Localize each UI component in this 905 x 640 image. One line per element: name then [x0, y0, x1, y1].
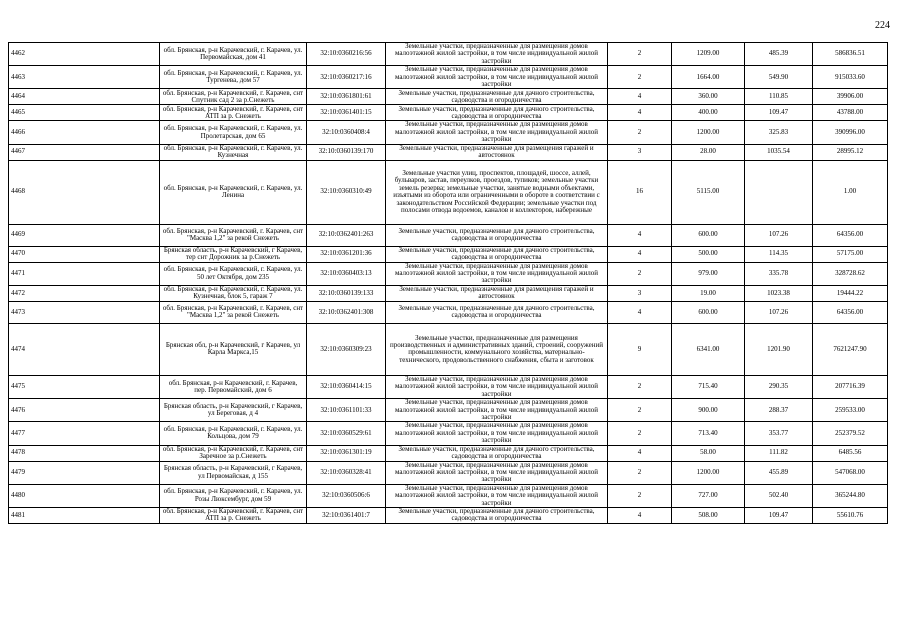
- address-cell: Брянская обл, р-н Карачевский, г Карачев, ул Карла Маркса,15: [160, 323, 307, 375]
- group-cell: 2: [608, 484, 672, 507]
- land-use-cell: Земельные участки, предназначенные для размещения домов малоэтажной жилой застройки, в том числе индивидуальной жилой застройки: [386, 461, 608, 484]
- table-row: [9, 246, 888, 262]
- group-cell: 2: [608, 121, 672, 144]
- cadastral-number-cell: 32:10:0361801:61: [307, 89, 386, 105]
- address-cell: обл. Брянская, р-н Карачевский, г. Карачев, ул. Кузнечная: [160, 144, 307, 160]
- land-use-cell: Земельные участки, предназначенные для размещения домов малоэтажной жилой застройки, в том числе индивидуальной жилой застройки: [386, 399, 608, 422]
- address-cell: обл. Брянская, р-н Карачевский, г. Карачев, ул. Пролетарская, дом 65: [160, 121, 307, 144]
- table-row: [9, 105, 888, 121]
- cadastral-value-cell: 57175.00: [813, 246, 888, 262]
- land-use-cell: Земельные участки, предназначенные для размещения гаражей и автостоянок: [386, 285, 608, 301]
- address-cell: обл. Брянская, р-н Карачевский, г. Карачев, снт АТП за р. Снежеть: [160, 507, 307, 523]
- rate-cell: 502.40: [745, 484, 813, 507]
- rate-cell: 335.78: [745, 262, 813, 285]
- rate-cell: 110.85: [745, 89, 813, 105]
- address-cell: обл. Брянская, р-н Карачевский, г. Карачев, ул. Первомайская, дом 41: [160, 43, 307, 66]
- record-number: 4469: [9, 224, 160, 246]
- cadastral-value-cell: 39906.00: [813, 89, 888, 105]
- cadastral-value-cell: 915033.60: [813, 66, 888, 89]
- record-number: 4465: [9, 105, 160, 121]
- address-cell: Брянская область, р-н Карачевский, г Карачев, ул Береговая, д 4: [160, 399, 307, 422]
- record-number: 4479: [9, 461, 160, 484]
- rate-cell: 114.35: [745, 246, 813, 262]
- land-use-cell: Земельные участки, предназначенные для дачного строительства, садоводства и огородничества: [386, 507, 608, 523]
- area-cell: 600.00: [672, 301, 745, 323]
- cadastral-value-cell: 7621247.90: [813, 323, 888, 375]
- land-use-cell: Земельные участки, предназначенные для размещения гаражей и автостоянок: [386, 144, 608, 160]
- land-use-cell: Земельные участки, предназначенные для дачного строительства, садоводства и огородничества: [386, 445, 608, 461]
- record-number: 4481: [9, 507, 160, 523]
- cadastral-value-cell: 64356.00: [813, 301, 888, 323]
- group-cell: 2: [608, 422, 672, 445]
- area-cell: 28.00: [672, 144, 745, 160]
- cadastral-value-cell: 328728.62: [813, 262, 888, 285]
- cadastral-number-cell: 32:10:0360506:6: [307, 484, 386, 507]
- record-number: 4477: [9, 422, 160, 445]
- area-cell: 900.00: [672, 399, 745, 422]
- address-cell: обл. Брянская, р-н Карачевский, г. Карачев, пер. Первомайский, дом 6: [160, 375, 307, 398]
- cadastral-value-cell: 28995.12: [813, 144, 888, 160]
- cadastral-number-cell: 32:10:0360328:41: [307, 461, 386, 484]
- address-cell: обл. Брянская, р-н Карачевский, г. Карачев, ул. Ленина: [160, 160, 307, 224]
- cadastral-value-cell: 259533.00: [813, 399, 888, 422]
- cadastral-number-cell: 32:10:0360216:56: [307, 43, 386, 66]
- land-use-cell: Земельные участки, предназначенные для размещения домов малоэтажной жилой застройки, в том числе индивидуальной жилой застройки: [386, 375, 608, 398]
- table-row: [9, 422, 888, 445]
- table-row: [9, 144, 888, 160]
- rate-cell: 111.82: [745, 445, 813, 461]
- land-use-cell: Земельные участки, предназначенные для размещения домов малоэтажной жилой застройки, в том числе индивидуальной жилой застройки: [386, 422, 608, 445]
- land-use-cell: Земельные участки, предназначенные для размещения домов малоэтажной жилой застройки, в том числе индивидуальной жилой застройки: [386, 66, 608, 89]
- cadastral-number-cell: 32:10:0360529:61: [307, 422, 386, 445]
- group-cell: 4: [608, 89, 672, 105]
- rate-cell: 107.26: [745, 224, 813, 246]
- cadastral-value-cell: 365244.80: [813, 484, 888, 507]
- cadastral-number-cell: 32:10:0361201:36: [307, 246, 386, 262]
- group-cell: 2: [608, 262, 672, 285]
- cadastral-number-cell: 32:10:0361101:33: [307, 399, 386, 422]
- address-cell: обл. Брянская, р-н Карачевский, г. Карачев, снт "Масква 1,2" за рекой Снежеть: [160, 224, 307, 246]
- group-cell: 2: [608, 66, 672, 89]
- table-row: [9, 43, 888, 66]
- land-use-cell: Земельные участки, предназначенные для дачного строительства, садоводства и огородничества: [386, 246, 608, 262]
- group-cell: 2: [608, 375, 672, 398]
- rate-cell: 353.77: [745, 422, 813, 445]
- record-number: 4462: [9, 43, 160, 66]
- area-cell: 979.00: [672, 262, 745, 285]
- table-row: [9, 461, 888, 484]
- address-cell: Брянская область, р-н Карачевский, г Карачев, тер снт Дорожник за р.Снежеть: [160, 246, 307, 262]
- cadastral-number-cell: 32:10:0361401:15: [307, 105, 386, 121]
- land-use-cell: Земельные участки, предназначенные для размещения домов малоэтажной жилой застройки, в том числе индивидуальной жилой застройки: [386, 262, 608, 285]
- address-cell: обл. Брянская, р-н Карачевский, г. Карачев, снт АТП за р. Снежеть: [160, 105, 307, 121]
- cadastral-number-cell: 32:10:0360408:4: [307, 121, 386, 144]
- area-cell: 1209.00: [672, 43, 745, 66]
- record-number: 4475: [9, 375, 160, 398]
- group-cell: 4: [608, 445, 672, 461]
- table-row: [9, 66, 888, 89]
- cadastral-number-cell: 32:10:0360414:15: [307, 375, 386, 398]
- cadastral-number-cell: 32:10:0362401:308: [307, 301, 386, 323]
- cadastral-value-table: [8, 42, 888, 524]
- address-cell: обл. Брянская, р-н Карачевский, г. Карачев, снт Спутник сад 2 за р.Снежеть: [160, 89, 307, 105]
- page-number: 224: [875, 20, 890, 31]
- cadastral-number-cell: 32:10:0362401:263: [307, 224, 386, 246]
- cadastral-number-cell: 32:10:0360217:16: [307, 66, 386, 89]
- rate-cell: 455.89: [745, 461, 813, 484]
- record-number: 4473: [9, 301, 160, 323]
- rate-cell: 1201.90: [745, 323, 813, 375]
- land-use-cell: Земельные участки, предназначенные для размещения домов малоэтажной жилой застройки, в том числе индивидуальной жилой застройки: [386, 43, 608, 66]
- cadastral-value-cell: 586836.51: [813, 43, 888, 66]
- land-use-cell: Земельные участки, предназначенные для дачного строительства, садоводства и огородничества: [386, 89, 608, 105]
- cadastral-value-cell: 207716.39: [813, 375, 888, 398]
- cadastral-value-cell: 1.00: [813, 160, 888, 224]
- land-use-cell: Земельные участки, предназначенные для размещения производственных и административных зданий, строений, сооружений промышленности, коммунального хозяйства, материально-технического, продовольственного снабжения, сбыта и заготовок: [386, 323, 608, 375]
- record-number: 4476: [9, 399, 160, 422]
- cadastral-value-cell: 43788.00: [813, 105, 888, 121]
- table-row: [9, 160, 888, 224]
- record-number: 4480: [9, 484, 160, 507]
- land-use-cell: Земельные участки улиц, проспектов, площадей, шоссе, аллей, бульваров, застав, переулков, проездов, тупиков; земельные участки земель резерва; земельные участки, занятые водными объектами, изъятыми из оборота или ограниченными в обороте в соответствии с законодательством Российской Федерации; земельные участки под полосами отвода водоемов, каналов и коллекторов, набережные: [386, 160, 608, 224]
- rate-cell: 1035.54: [745, 144, 813, 160]
- record-number: 4467: [9, 144, 160, 160]
- cadastral-value-cell: 55610.76: [813, 507, 888, 523]
- land-use-cell: Земельные участки, предназначенные для размещения домов малоэтажной жилой застройки, в том числе индивидуальной жилой застройки: [386, 121, 608, 144]
- cadastral-value-cell: 252379.52: [813, 422, 888, 445]
- record-number: 4466: [9, 121, 160, 144]
- cadastral-number-cell: 32:10:0361301:19: [307, 445, 386, 461]
- table-row: [9, 507, 888, 523]
- cadastral-number-cell: 32:10:0360139:170: [307, 144, 386, 160]
- area-cell: 715.40: [672, 375, 745, 398]
- record-number: 4472: [9, 285, 160, 301]
- area-cell: 727.00: [672, 484, 745, 507]
- address-cell: обл. Брянская, р-н Карачевский, г. Карачев, ул. Кузнечная, блок 5, гараж 7: [160, 285, 307, 301]
- cadastral-value-cell: 390996.00: [813, 121, 888, 144]
- rate-cell: [745, 160, 813, 224]
- record-number: 4463: [9, 66, 160, 89]
- area-cell: 400.00: [672, 105, 745, 121]
- group-cell: 4: [608, 105, 672, 121]
- group-cell: 9: [608, 323, 672, 375]
- area-cell: 1200.00: [672, 461, 745, 484]
- address-cell: обл. Брянская, р-н Карачевский, г. Карачев, снт Заречное за р.Снежеть: [160, 445, 307, 461]
- table-body: [9, 43, 888, 524]
- land-use-cell: Земельные участки, предназначенные для дачного строительства, садоводства и огородничества: [386, 301, 608, 323]
- record-number: 4478: [9, 445, 160, 461]
- table-row: [9, 89, 888, 105]
- group-cell: 2: [608, 399, 672, 422]
- group-cell: 4: [608, 246, 672, 262]
- area-cell: 713.40: [672, 422, 745, 445]
- rate-cell: 1023.38: [745, 285, 813, 301]
- group-cell: 3: [608, 285, 672, 301]
- area-cell: 1200.00: [672, 121, 745, 144]
- cadastral-number-cell: 32:10:0360310:49: [307, 160, 386, 224]
- cadastral-value-cell: 64356.00: [813, 224, 888, 246]
- cadastral-value-cell: 547068.00: [813, 461, 888, 484]
- table-row: [9, 484, 888, 507]
- rate-cell: 290.35: [745, 375, 813, 398]
- rate-cell: 109.47: [745, 105, 813, 121]
- area-cell: 360.00: [672, 89, 745, 105]
- table-row: [9, 285, 888, 301]
- rate-cell: 549.90: [745, 66, 813, 89]
- group-cell: 2: [608, 461, 672, 484]
- group-cell: 4: [608, 301, 672, 323]
- area-cell: 58.00: [672, 445, 745, 461]
- cadastral-number-cell: 32:10:0360139:133: [307, 285, 386, 301]
- land-use-cell: Земельные участки, предназначенные для дачного строительства, садоводства и огородничества: [386, 224, 608, 246]
- area-cell: 6341.00: [672, 323, 745, 375]
- area-cell: 600.00: [672, 224, 745, 246]
- area-cell: 1664.00: [672, 66, 745, 89]
- group-cell: 4: [608, 507, 672, 523]
- address-cell: обл. Брянская, р-н Карачевский, г. Карачев, ул. Кольцова, дом 79: [160, 422, 307, 445]
- rate-cell: 288.37: [745, 399, 813, 422]
- address-cell: обл. Брянская, р-н Карачевский, г. Карачев, ул. 50 лет Октября, дом 235: [160, 262, 307, 285]
- record-number: 4474: [9, 323, 160, 375]
- rate-cell: 325.83: [745, 121, 813, 144]
- group-cell: 4: [608, 224, 672, 246]
- record-number: 4471: [9, 262, 160, 285]
- area-cell: 508.00: [672, 507, 745, 523]
- rate-cell: 109.47: [745, 507, 813, 523]
- area-cell: 5115.00: [672, 160, 745, 224]
- cadastral-value-cell: 19444.22: [813, 285, 888, 301]
- table-row: [9, 375, 888, 398]
- table-row: [9, 445, 888, 461]
- record-number: 4470: [9, 246, 160, 262]
- table-row: [9, 121, 888, 144]
- table-row: [9, 323, 888, 375]
- rate-cell: 485.39: [745, 43, 813, 66]
- cadastral-number-cell: 32:10:0360309:23: [307, 323, 386, 375]
- record-number: 4468: [9, 160, 160, 224]
- table-row: [9, 262, 888, 285]
- address-cell: обл. Брянская, р-н Карачевский, г. Карачев, снт "Масква 1,2" за рекой Снежеть: [160, 301, 307, 323]
- group-cell: 3: [608, 144, 672, 160]
- table-row: [9, 301, 888, 323]
- group-cell: 2: [608, 43, 672, 66]
- table-row: [9, 224, 888, 246]
- land-use-cell: Земельные участки, предназначенные для дачного строительства, садоводства и огородничества: [386, 105, 608, 121]
- rate-cell: 107.26: [745, 301, 813, 323]
- group-cell: 16: [608, 160, 672, 224]
- record-number: 4464: [9, 89, 160, 105]
- address-cell: обл. Брянская, р-н Карачевский, г. Карачев, ул. Розы Люксембург, дом 59: [160, 484, 307, 507]
- cadastral-value-cell: 6485.56: [813, 445, 888, 461]
- cadastral-number-cell: 32:10:0360403:13: [307, 262, 386, 285]
- table-row: [9, 399, 888, 422]
- cadastral-number-cell: 32:10:0361401:7: [307, 507, 386, 523]
- address-cell: Брянская область, р-н Карачевский, г Карачев, ул Первомайская, д 155: [160, 461, 307, 484]
- area-cell: 19.00: [672, 285, 745, 301]
- area-cell: 500.00: [672, 246, 745, 262]
- address-cell: обл. Брянская, р-н Карачевский, г. Карачев, ул. Тургенева, дом 57: [160, 66, 307, 89]
- land-use-cell: Земельные участки, предназначенные для размещения домов малоэтажной жилой застройки, в том числе индивидуальной жилой застройки: [386, 484, 608, 507]
